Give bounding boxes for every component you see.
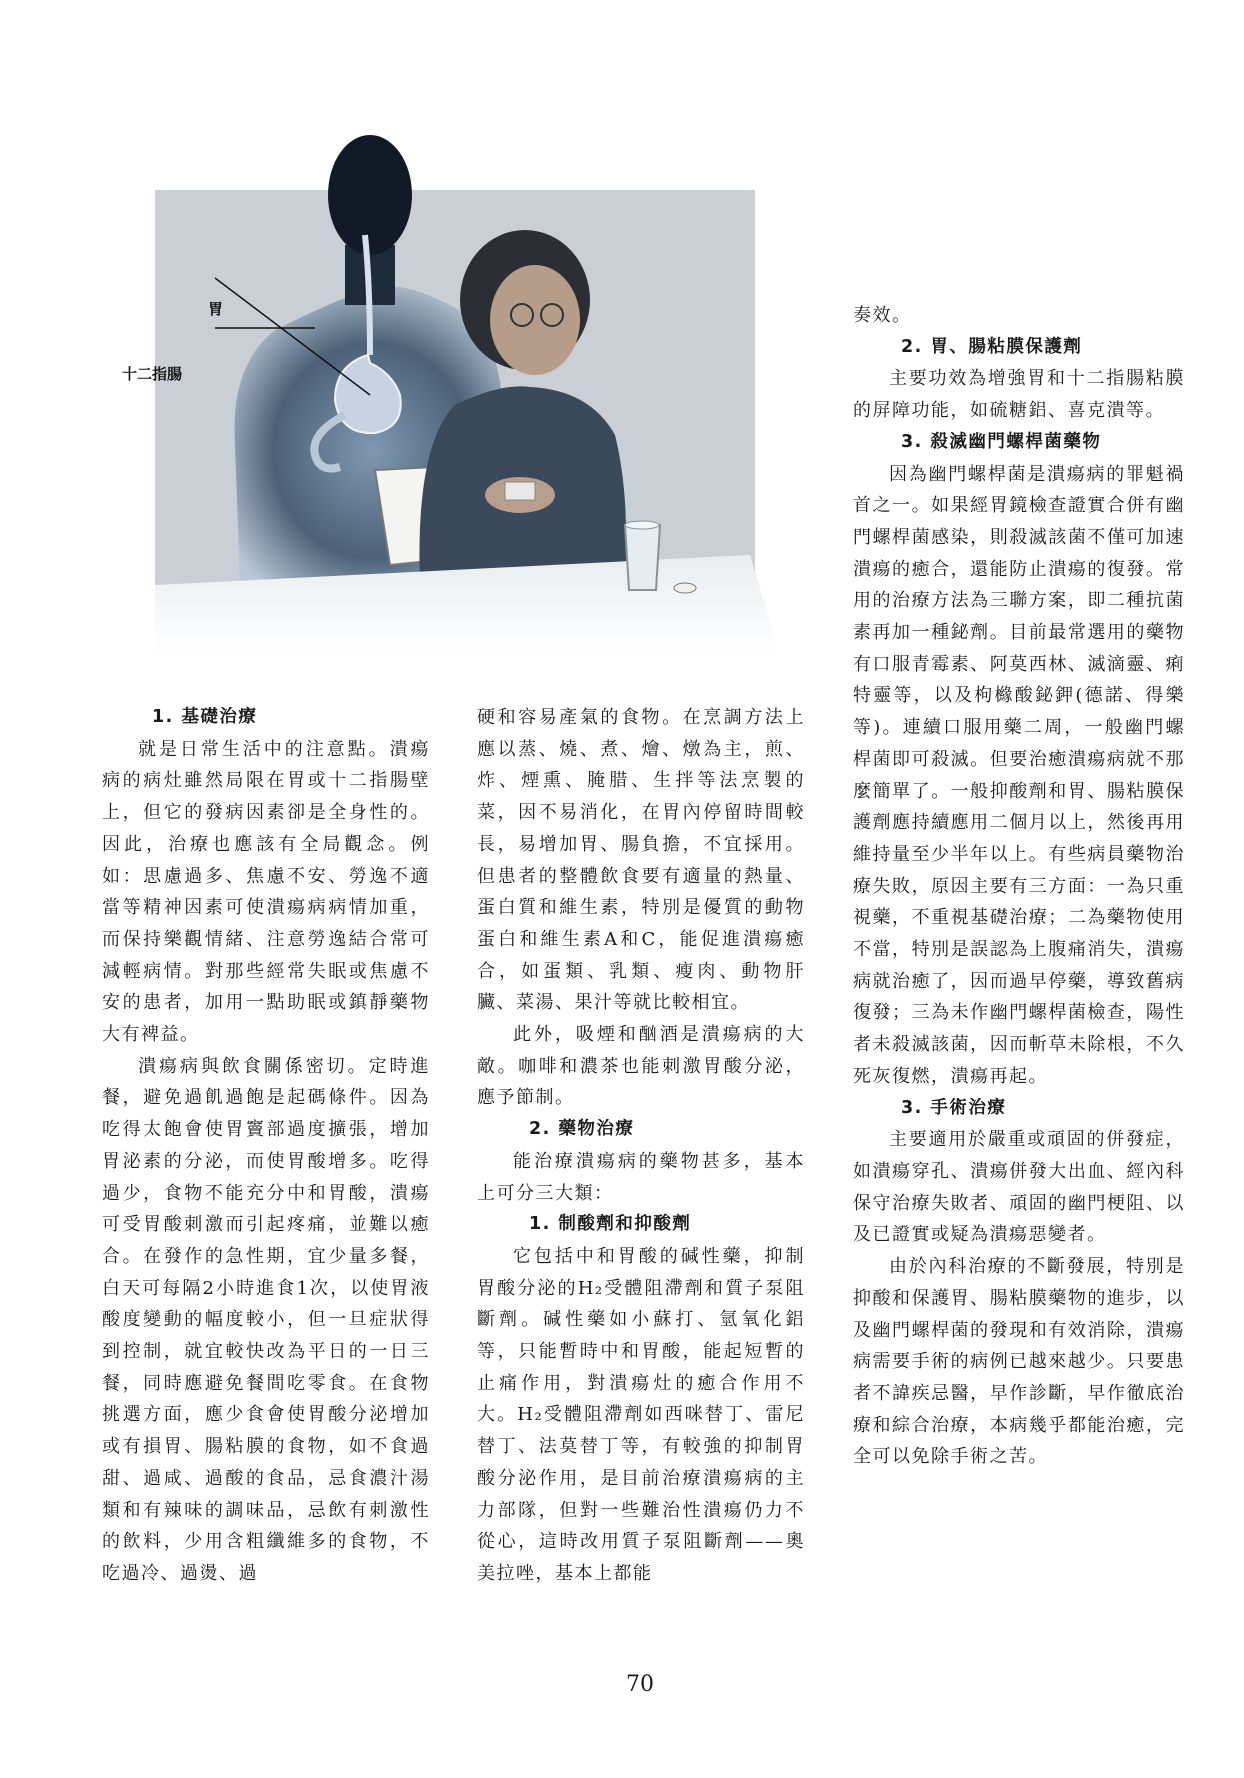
paragraph: 硬和容易產氣的食物。在烹調方法上應以蒸、燒、煮、燴、燉為主，煎、炸、煙熏、腌腊、生拌等法烹製的菜，因不易消化，在胃內停留時間較長，易增加胃、腸負擔，不宜採用。但患者的整體飲食要有適量的熱量、蛋白質和維生素，特別是優質的動物蛋白和維生素A和C，能促進潰瘍癒合，如蛋類、乳類、瘦肉、動物肝臟、菜湯、果汁等就比較相宜。 xyxy=(477,707,805,1014)
text-column-2 xyxy=(477,702,805,1590)
illustration-svg xyxy=(120,115,780,655)
pill-cap xyxy=(674,583,696,593)
water-glass xyxy=(625,525,660,590)
paragraph: 由於內科治療的不斷發展，特別是抑酸和保護胃、腸粘膜藥物的進步，以及幽門螺桿菌的發現和有效消除，潰瘍病需要手術的病例已越來越少。只要患者不諱疾忌醫，早作診斷，早作徹底治療和綜合治療，本病幾乎都能治癒，完全可以免除手術之苦。 xyxy=(853,1256,1185,1468)
paragraph: 就是日常生活中的注意點。潰瘍病的病灶雖然局限在胃或十二指腸壁上，但它的發病因素卻是全身性的。因此，治療也應該有全局觀念。例如：思慮過多、焦慮不安、勞逸不適當等精神因素可使潰瘍病病情加重，而保持樂觀情緒、注意勞逸結合常可減輕病情。對那些經常失眠或焦慮不安的患者，加用一點助眠或鎮靜藥物大有裨益。 xyxy=(102,738,430,1046)
text-column-1 xyxy=(102,702,430,1590)
paragraph: 它包括中和胃酸的碱性藥，抑制胃酸分泌的H₂受體阻滯劑和質子泵阻斷劑。碱性藥如小蘇打、氫氧化鋁等，只能暫時中和胃酸，能起短暫的止痛作用，對潰瘍灶的癒合作用不大。H₂受體阻滯劑如西咪替丁、雷尼替丁、法莫替丁等，有較強的抑制胃酸分泌作用，是目前治療潰瘍病的主力部隊，但對一些難治性潰瘍仍力不從心，這時改用質子泵阻斷劑——奧美拉唑，基本上都能 xyxy=(477,1245,805,1584)
pill-box xyxy=(505,482,535,500)
subheading-h-pylori-drugs: 3. 殺滅幽門螺桿菌藥物 xyxy=(901,431,1102,452)
water-glass-rim xyxy=(625,521,659,529)
paragraph: 潰瘍病與飲食關係密切。定時進餐，避免過飢過飽是起碼條件。因為吃得太飽會使胃竇部過度擴張，增加胃泌素的分泌，而使胃酸增多。吃得過少，食物不能充分中和胃酸，潰瘍可受胃酸刺激而引起疼痛，並難以癒合。在發作的急性期，宜少量多餐，白天可每隔2小時進食1次，以使胃液酸度變動的幅度較小，但一旦症狀得到控制，就宜較快改為平日的一日三餐，同時應避免餐間吃零食。在食物挑選方面，應少食會使胃酸分泌增加或有損胃、腸粘膜的食物，如不食過甜、過咸、過酸的食品，忌食濃汁湯類和有辣味的調味品，忌飲有刺激性的飲料，少用含粗纖維多的食物，不吃過冷、過燙、過 xyxy=(102,1055,430,1584)
text-column-3 xyxy=(853,300,1185,1473)
page-number: 70 xyxy=(626,1672,654,1697)
section-heading-drug-treatment: 2. 藥物治療 xyxy=(529,1119,635,1140)
paragraph: 主要適用於嚴重或頑固的併發症，如潰瘍穿孔、潰瘍併發大出血、經內科保守治療失敗者、頑固的幽門梗阻、以及已證實或疑為潰瘍惡變者。 xyxy=(853,1129,1185,1246)
subheading-mucosal-protectants: 2. 胃、腸粘膜保護劑 xyxy=(901,336,1083,357)
section-heading-basic-treatment: 1. 基礎治療 xyxy=(152,707,258,727)
woman-face xyxy=(490,265,580,375)
paragraph: 主要功效為增強胃和十二指腸粘膜的屏障功能，如硫糖鋁、喜克潰等。 xyxy=(853,368,1185,422)
paragraph: 能治療潰瘍病的藥物甚多，基本上可分三大類： xyxy=(477,1150,805,1204)
paragraph: 因為幽門螺桿菌是潰瘍病的罪魁禍首之一。如果經胃鏡檢查證實合併有幽門螺桿菌感染，則殺滅該菌不僅可加速潰瘍的癒合，還能防止潰瘍的復發。常用的治療方法為三聯方案，即二種抗菌素再加一種鉍劑。目前最常選用的藥物有口服青霉素、阿莫西林、滅滴靈、痢特靈等，以及枸櫞酸鉍鉀(德諾、得樂等)。連續口服用藥二周，一般幽門螺桿菌即可殺滅。但要治癒潰瘍病就不那麼簡單了。一般抑酸劑和胃、腸粘膜保護劑應持續應用二個月以上，然後再用維持量至少半年以上。有些病員藥物治療失敗，原因主要有三方面：一為只重視藥，不重視基礎治療；二為藥物使用不當，特別是誤認為上腹痛消失，潰瘍病就治癒了，因而過早停藥，導致舊病復發；三為未作幽門螺桿菌檢查，陽性者未殺滅該菌，因而斬草未除根，不久死灰復燃，潰瘍再起。 xyxy=(853,463,1185,1087)
duodenum-label: 十二指腸 xyxy=(122,365,183,383)
subheading-antacids: 1. 制酸劑和抑酸劑 xyxy=(529,1214,692,1235)
section-heading-surgery: 3. 手術治療 xyxy=(901,1097,1007,1118)
stomach-label: 胃 xyxy=(208,300,224,318)
paragraph: 此外，吸煙和酗酒是潰瘍病的大敵。咖啡和濃茶也能刺激胃酸分泌，應予節制。 xyxy=(477,1024,805,1109)
illustration xyxy=(120,115,780,655)
silhouette-head xyxy=(328,135,412,255)
paragraph: 奏效。 xyxy=(853,305,912,326)
